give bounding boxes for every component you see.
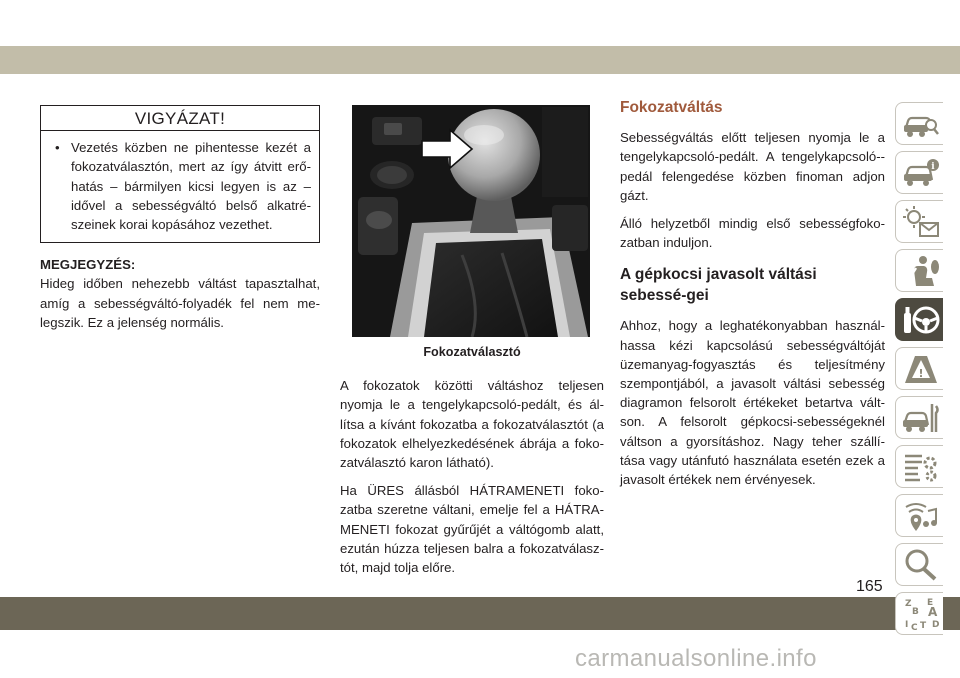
right-paragraph-3: Ahhoz, hogy a leghatékonyabban használ-hassa kézi kapcsolású sebességváltóját üzemanyag-fogyasztás és teljesítmény szempontjából, a javasolt váltási sebesség diagramon felsorolt értékeket betartva vált-son. A felsorolt gépkocsi-sebességeknél váltson a gyorsításhoz. Nagy teher szállí-tása vagy utánfutó használata esetén ezek a javasolt értékek nem érvényesek. [620,318,885,488]
warning-list [41,131,319,242]
sub-title: A gépkocsi javasolt váltási sebessé-gei [620,266,817,305]
magnifier-icon [902,548,940,582]
section-title: Fokozatváltás [620,99,723,116]
car-info-icon [902,156,940,190]
index-letter: E [927,598,934,608]
svg-text:i: i [931,162,935,172]
bottom-band [0,597,960,630]
car-wrench-icon [902,401,940,435]
audio-nav-icon [902,499,940,533]
index-letter: B [912,607,919,617]
warning-light-message-icon [902,205,940,239]
watermark[interactable]: carmanualsonline.info [575,645,817,672]
car-search-icon [902,107,940,141]
road-warning-icon [902,352,940,386]
right-paragraph-2: Álló helyzetből mindig első sebességfoko-zatban induljon. [620,216,885,251]
top-band [0,46,960,74]
index-letter: A [928,605,938,619]
list-gears-icon [902,450,940,484]
warning-box [40,105,320,243]
note-label: MEGJEGYZÉS: [40,257,136,273]
index-letter: Z [905,599,912,609]
index-letter: D [932,620,940,630]
middle-paragraph-1: A fokozatok közötti váltáshoz teljesen nyomja le a tengelykapcsoló-pedált, és ál-lítsa a kívánt fokozatba a fokozatválasztót (a fokozatok elhelyezkedésének ábrája a foko-zatválasztó karon látható). [340,378,604,471]
tab-search[interactable] [895,543,943,586]
chapter-tabs [895,102,943,641]
steering-wheel-icon [902,303,940,337]
tab-warning-lights[interactable] [895,200,943,243]
tab-car-info[interactable] [895,151,943,194]
svg-text:!: ! [918,367,924,380]
middle-column [340,105,604,586]
tab-multimedia[interactable] [895,494,943,537]
warning-title: VIGYÁZAT! [41,106,319,131]
warning-item: • Vezetés közben ne pihentesse kezét a fokozatválasztón, mert az így átvitt erő-hatás – bármilyen kicsi legyen is az – idővel a sebességváltó belső alkatré-szeinek korai kopásához vezethet. [71,138,311,234]
page-number: 165 [856,578,883,595]
tab-index[interactable] [895,592,943,635]
seat-airbag-icon [902,254,940,288]
tab-specifications[interactable] [895,445,943,488]
index-letter: T [920,621,927,631]
right-column [620,98,885,498]
left-column [40,105,320,332]
figure-caption: Fokozatválasztó [423,345,521,359]
tab-steering-wheel[interactable] [895,298,943,341]
note-text: Hideg időben nehezebb váltást tapasztalhat, amíg a sebességváltó-folyadék fel nem me-legszik. Ez a jelenség normális. [40,276,320,330]
alphabet-index-icon [902,597,940,631]
index-letter: I [905,620,909,630]
right-paragraph-1: Sebességváltás előtt teljesen nyomja le a tengelykapcsoló-pedált. A tengelykapcsoló--pedál felengedése közben finoman adjon gázt. [620,130,885,203]
tab-road-warning[interactable] [895,347,943,390]
middle-paragraph-2: Ha ÜRES állásból HÁTRAMENETI foko-zatba szeretne váltani, emelje fel a HÁTRA-MENETI fokozat gyűrűjét a váltógomb alatt, ezután húzza teljesen balra a fokozatválasz-tót, majd tolja előre. [340,483,604,576]
tab-car-search[interactable] [895,102,943,145]
tab-seat-airbag[interactable] [895,249,943,292]
index-letter: C [911,623,918,631]
tab-car-wrench[interactable] [895,396,943,439]
gear-shifter-photo [352,105,590,337]
